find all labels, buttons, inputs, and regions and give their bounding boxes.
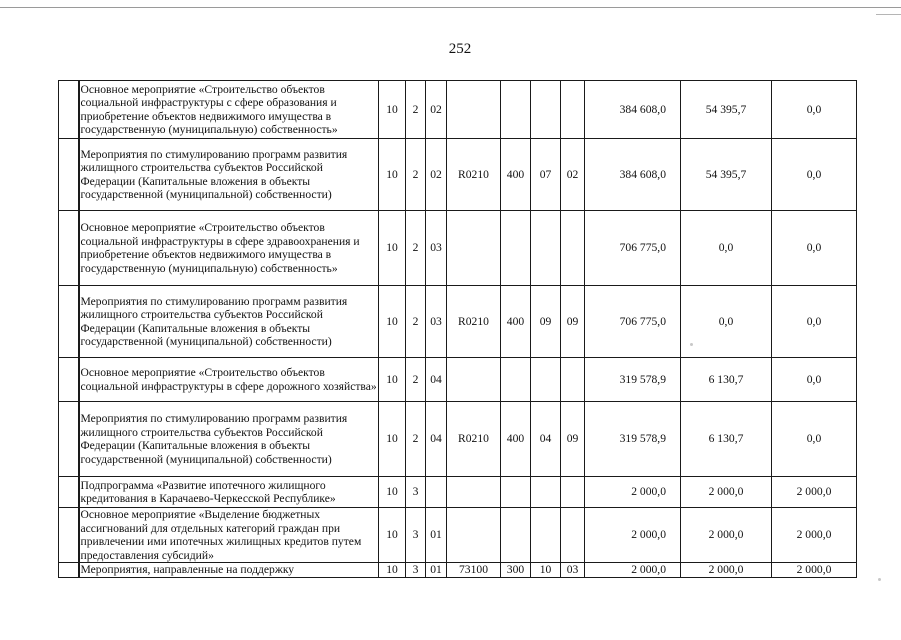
code-section-cell: [531, 508, 561, 563]
code-subsection-cell: 03: [561, 563, 585, 578]
code-subsection-cell: [561, 358, 585, 402]
table-row: [59, 477, 857, 508]
amount-year1-cell: 2 000,0: [585, 563, 681, 578]
code-ministry-cell: 10: [379, 563, 406, 578]
code-ministry-cell: 10: [379, 508, 406, 563]
code-ministry-cell: 10: [379, 211, 406, 286]
amount-year3-cell: 0,0: [772, 286, 857, 358]
code-subprogram-cell: 2: [406, 402, 426, 477]
code-subsection-cell: 09: [561, 286, 585, 358]
code-direction-cell: 73100: [447, 563, 501, 578]
code-section-cell: [531, 477, 561, 508]
code-subprogram-cell: 3: [406, 508, 426, 563]
code-subsection-cell: [561, 211, 585, 286]
code-direction-cell: R0210: [447, 139, 501, 211]
code-direction-cell: [447, 211, 501, 286]
code-subprogram-cell: 3: [406, 477, 426, 508]
row-blank-cell: [59, 358, 79, 402]
table-row: [59, 81, 857, 139]
scan-speck: [878, 578, 881, 581]
row-blank-cell: [59, 563, 79, 578]
code-direction-cell: [447, 81, 501, 139]
code-subsection-cell: 02: [561, 139, 585, 211]
amount-year3-cell: 0,0: [772, 402, 857, 477]
row-blank-cell: [59, 286, 79, 358]
row-name-cell: Мероприятия по стимулированию программ развития жилищного строительства субъектов Российской Федерации (Капитальные вложения в объекты государственной (муниципальной) собственности): [79, 139, 379, 211]
row-name-cell: Мероприятия, направленные на поддержку: [79, 563, 379, 578]
table-row: [59, 211, 857, 286]
row-name-cell: Мероприятия по стимулированию программ развития жилищного строительства субъектов Российской Федерации (Капитальные вложения в объекты государственной (муниципальной) собственности): [79, 286, 379, 358]
row-name-cell: Мероприятия по стимулированию программ развития жилищного строительства субъектов Российской Федерации (Капитальные вложения в объекты государственной (муниципальной) собственности): [79, 402, 379, 477]
code-ministry-cell: 10: [379, 139, 406, 211]
amount-year1-cell: 706 775,0: [585, 286, 681, 358]
code-expense-type-cell: [501, 508, 531, 563]
row-blank-cell: [59, 139, 79, 211]
code-subprogram-cell: 2: [406, 358, 426, 402]
amount-year1-cell: 2 000,0: [585, 477, 681, 508]
code-ministry-cell: 10: [379, 358, 406, 402]
amount-year3-cell: 0,0: [772, 211, 857, 286]
amount-year2-cell: 54 395,7: [681, 139, 772, 211]
code-event-cell: 01: [426, 508, 447, 563]
amount-year2-cell: 2 000,0: [681, 563, 772, 578]
code-direction-cell: [447, 508, 501, 563]
code-expense-type-cell: 400: [501, 402, 531, 477]
code-direction-cell: [447, 477, 501, 508]
amount-year1-cell: 319 578,9: [585, 358, 681, 402]
code-section-cell: 04: [531, 402, 561, 477]
code-section-cell: 07: [531, 139, 561, 211]
amount-year1-cell: 384 608,0: [585, 139, 681, 211]
code-direction-cell: R0210: [447, 286, 501, 358]
row-blank-cell: [59, 402, 79, 477]
code-section-cell: 09: [531, 286, 561, 358]
amount-year1-cell: 706 775,0: [585, 211, 681, 286]
code-event-cell: 01: [426, 563, 447, 578]
code-ministry-cell: 10: [379, 477, 406, 508]
code-subprogram-cell: 3: [406, 563, 426, 578]
code-direction-cell: R0210: [447, 402, 501, 477]
code-section-cell: [531, 358, 561, 402]
code-event-cell: [426, 477, 447, 508]
amount-year3-cell: 2 000,0: [772, 477, 857, 508]
code-expense-type-cell: [501, 81, 531, 139]
amount-year2-cell: 0,0: [681, 286, 772, 358]
amount-year2-cell: 54 395,7: [681, 81, 772, 139]
code-section-cell: [531, 211, 561, 286]
code-subprogram-cell: 2: [406, 139, 426, 211]
row-name-cell: Основное мероприятие «Строительство объектов социальной инфраструктуры в сфере дорожного хозяйства»: [79, 358, 379, 402]
code-expense-type-cell: 400: [501, 286, 531, 358]
table-row: [59, 508, 857, 563]
table-row: [59, 286, 857, 358]
row-blank-cell: [59, 211, 79, 286]
code-subprogram-cell: 2: [406, 211, 426, 286]
row-blank-cell: [59, 477, 79, 508]
code-event-cell: 02: [426, 139, 447, 211]
code-subsection-cell: [561, 81, 585, 139]
code-ministry-cell: 10: [379, 81, 406, 139]
amount-year2-cell: 2 000,0: [681, 508, 772, 563]
table-row: [59, 358, 857, 402]
code-event-cell: 03: [426, 211, 447, 286]
code-expense-type-cell: 300: [501, 563, 531, 578]
amount-year1-cell: 319 578,9: [585, 402, 681, 477]
amount-year1-cell: 2 000,0: [585, 508, 681, 563]
page-number: 252: [448, 41, 472, 57]
scan-edge-right: [876, 14, 901, 15]
table-row: [59, 563, 857, 578]
table-row: [59, 402, 857, 477]
row-blank-cell: [59, 81, 79, 139]
code-event-cell: 04: [426, 402, 447, 477]
row-name-cell: Подпрограмма «Развитие ипотечного жилищного кредитования в Карачаево-Черкесской Республике»: [79, 477, 379, 508]
row-name-cell: Основное мероприятие «Строительство объектов социальной инфраструктуры с сфере образования и приобретение объектов недвижимого имущества в государственную (муниципальную) собственность»: [79, 81, 379, 139]
scan-edge-top: [0, 7, 901, 8]
code-direction-cell: [447, 358, 501, 402]
code-event-cell: 02: [426, 81, 447, 139]
amount-year2-cell: 0,0: [681, 211, 772, 286]
table-body: [59, 81, 857, 578]
code-ministry-cell: 10: [379, 402, 406, 477]
row-name-cell: Основное мероприятие «Выделение бюджетных ассигнований для отдельных категорий граждан при привлечении ими ипотечных жилищных кредитов путем предоставления субсидий»: [79, 508, 379, 563]
amount-year3-cell: 2 000,0: [772, 508, 857, 563]
code-expense-type-cell: [501, 211, 531, 286]
code-ministry-cell: 10: [379, 286, 406, 358]
code-event-cell: 04: [426, 358, 447, 402]
code-expense-type-cell: [501, 477, 531, 508]
row-blank-cell: [59, 508, 79, 563]
row-name-cell: Основное мероприятие «Строительство объектов социальной инфраструктуры в сфере здравоохранения и приобретение объектов недвижимого имущества в государственную (муниципальную) собственность»: [79, 211, 379, 286]
code-section-cell: 10: [531, 563, 561, 578]
code-subprogram-cell: 2: [406, 81, 426, 139]
code-subprogram-cell: 2: [406, 286, 426, 358]
code-subsection-cell: [561, 508, 585, 563]
amount-year2-cell: 6 130,7: [681, 402, 772, 477]
code-subsection-cell: [561, 477, 585, 508]
code-expense-type-cell: 400: [501, 139, 531, 211]
amount-year3-cell: 0,0: [772, 81, 857, 139]
amount-year2-cell: 2 000,0: [681, 477, 772, 508]
amount-year2-cell: 6 130,7: [681, 358, 772, 402]
amount-year3-cell: 0,0: [772, 358, 857, 402]
amount-year3-cell: 0,0: [772, 139, 857, 211]
code-expense-type-cell: [501, 358, 531, 402]
code-subsection-cell: 09: [561, 402, 585, 477]
budget-table: [58, 80, 857, 578]
code-event-cell: 03: [426, 286, 447, 358]
amount-year1-cell: 384 608,0: [585, 81, 681, 139]
amount-year3-cell: 2 000,0: [772, 563, 857, 578]
table-row: [59, 139, 857, 211]
code-section-cell: [531, 81, 561, 139]
